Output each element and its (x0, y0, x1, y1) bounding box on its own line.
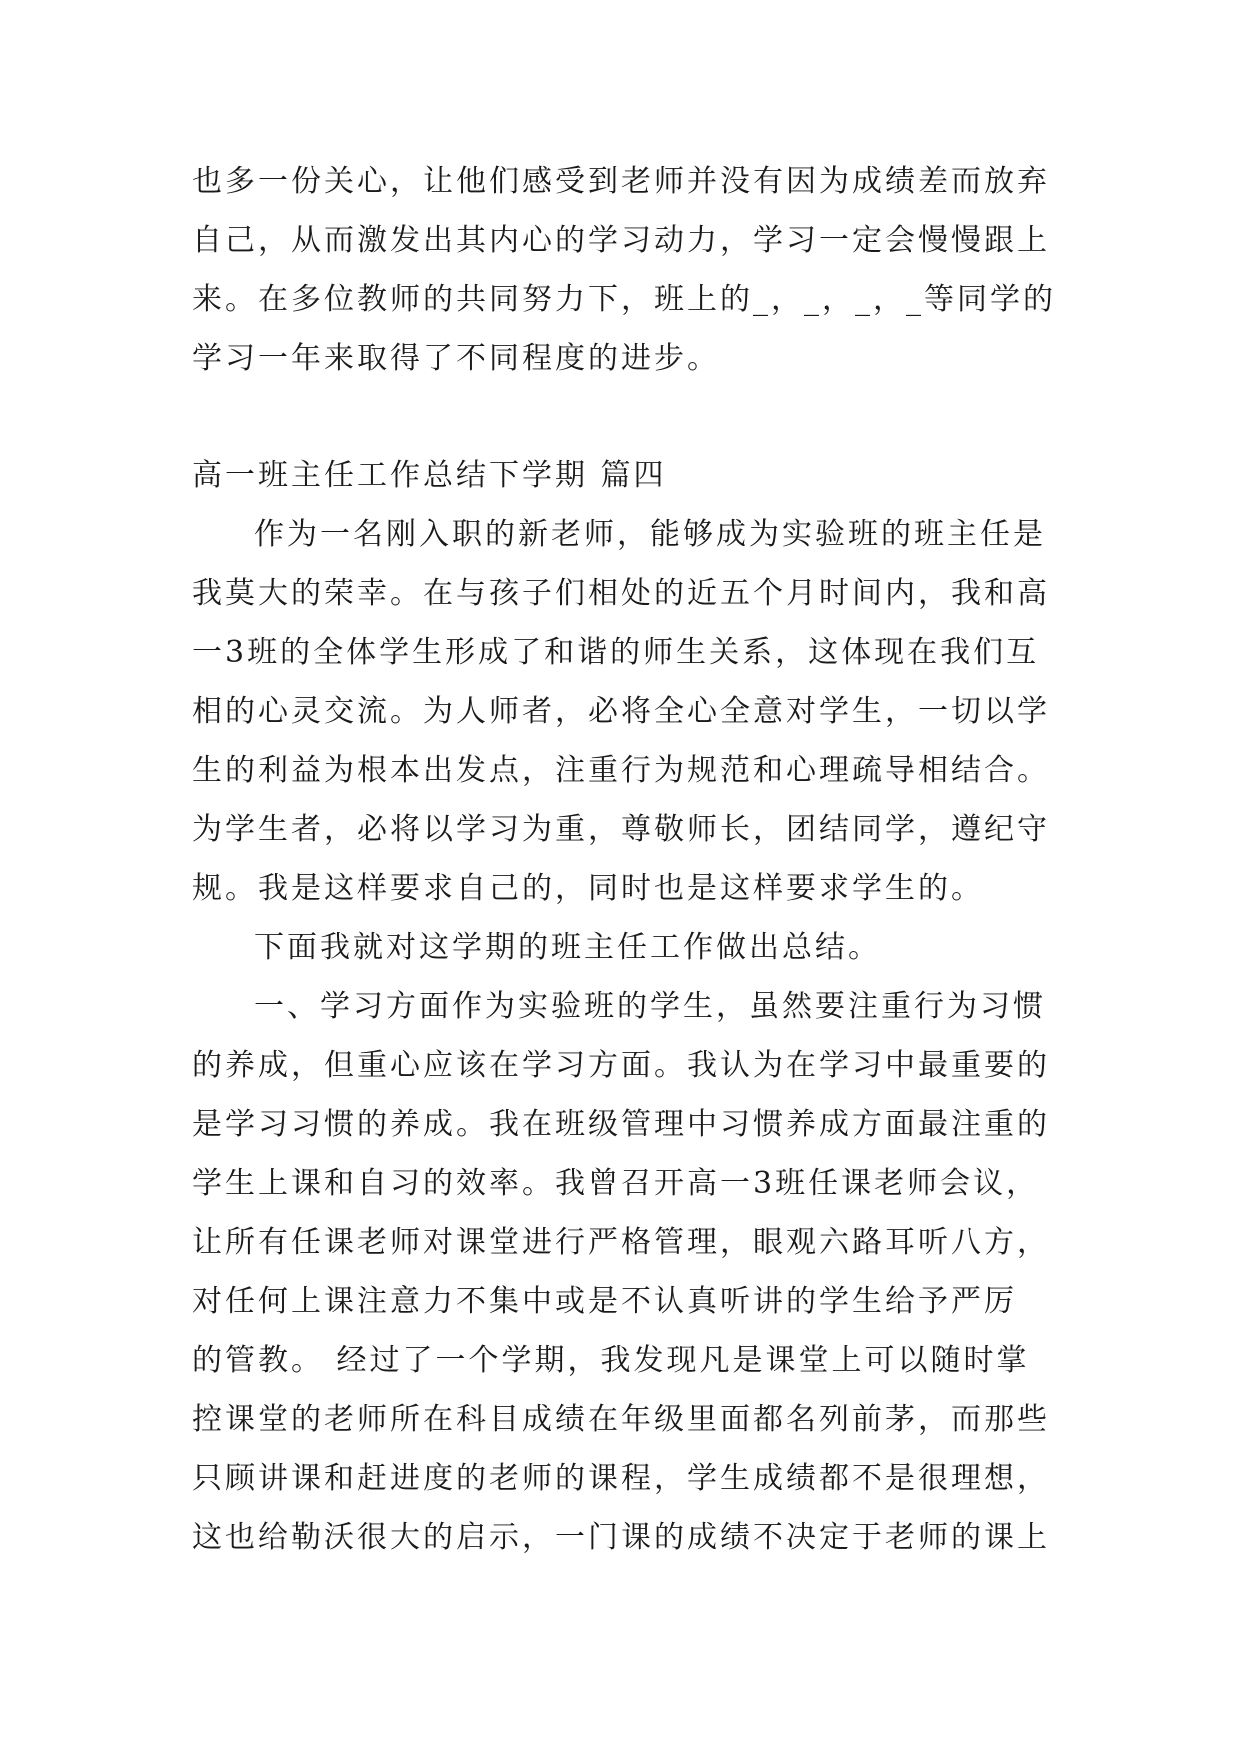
text-line: 相的心灵交流。为人师者，必将全心全意对学生，一切以学 (192, 694, 1050, 729)
text-line: 学习一年来取得了不同程度的进步。 (192, 341, 720, 376)
text-line: 这也给勒沃很大的启示，一门课的成绩不决定于老师的课上 (192, 1520, 1050, 1555)
text-line: 也多一份关心，让他们感受到老师并没有因为成绩差而放弃 (192, 164, 1050, 199)
text-line: 只顾讲课和赶进度的老师的课程，学生成绩都不是很理想， (192, 1461, 1050, 1496)
text-line: 生的利益为根本出发点，注重行为规范和心理疏导相结合。 (192, 753, 1050, 788)
text-line: 规。我是这样要求自己的，同时也是这样要求学生的。 (192, 871, 984, 906)
text-line: 让所有任课老师对课堂进行严格管理，眼观六路耳听八方， (192, 1225, 1050, 1260)
text-line: 我莫大的荣幸。在与孩子们相处的近五个月时间内，我和高 (192, 576, 1050, 611)
text-line: 来。在多位教师的共同努力下，班上的_，_，_，_等同学的 (192, 282, 1056, 317)
text-line: 一3班的全体学生形成了和谐的师生关系，这体现在我们互 (192, 635, 1040, 670)
text-line: 的养成，但重心应该在学习方面。我认为在学习中最重要的 (192, 1048, 1050, 1083)
text-line: 的管教。 经过了一个学期，我发现凡是课堂上可以随时掌 (192, 1343, 1030, 1378)
text-line: 自己，从而激发出其内心的学习动力，学习一定会慢慢跟上 (192, 223, 1050, 258)
section-heading: 高一班主任工作总结下学期 篇四 (192, 458, 667, 493)
text-line: 下面我就对这学期的班主任工作做出总结。 (254, 930, 881, 965)
text-line: 为学生者，必将以学习为重，尊敬师长，团结同学，遵纪守 (192, 812, 1050, 847)
text-line: 控课堂的老师所在科目成绩在年级里面都名列前茅，而那些 (192, 1402, 1050, 1437)
text-line: 是学习习惯的养成。我在班级管理中习惯养成方面最注重的 (192, 1107, 1050, 1142)
text-line: 对任何上课注意力不集中或是不认真听讲的学生给予严厉 (192, 1284, 1017, 1319)
text-line: 作为一名刚入职的新老师，能够成为实验班的班主任是 (254, 517, 1046, 552)
text-line: 一、学习方面作为实验班的学生，虽然要注重行为习惯 (254, 989, 1046, 1024)
text-line: 学生上课和自习的效率。我曾召开高一3班任课老师会议， (192, 1166, 1040, 1201)
